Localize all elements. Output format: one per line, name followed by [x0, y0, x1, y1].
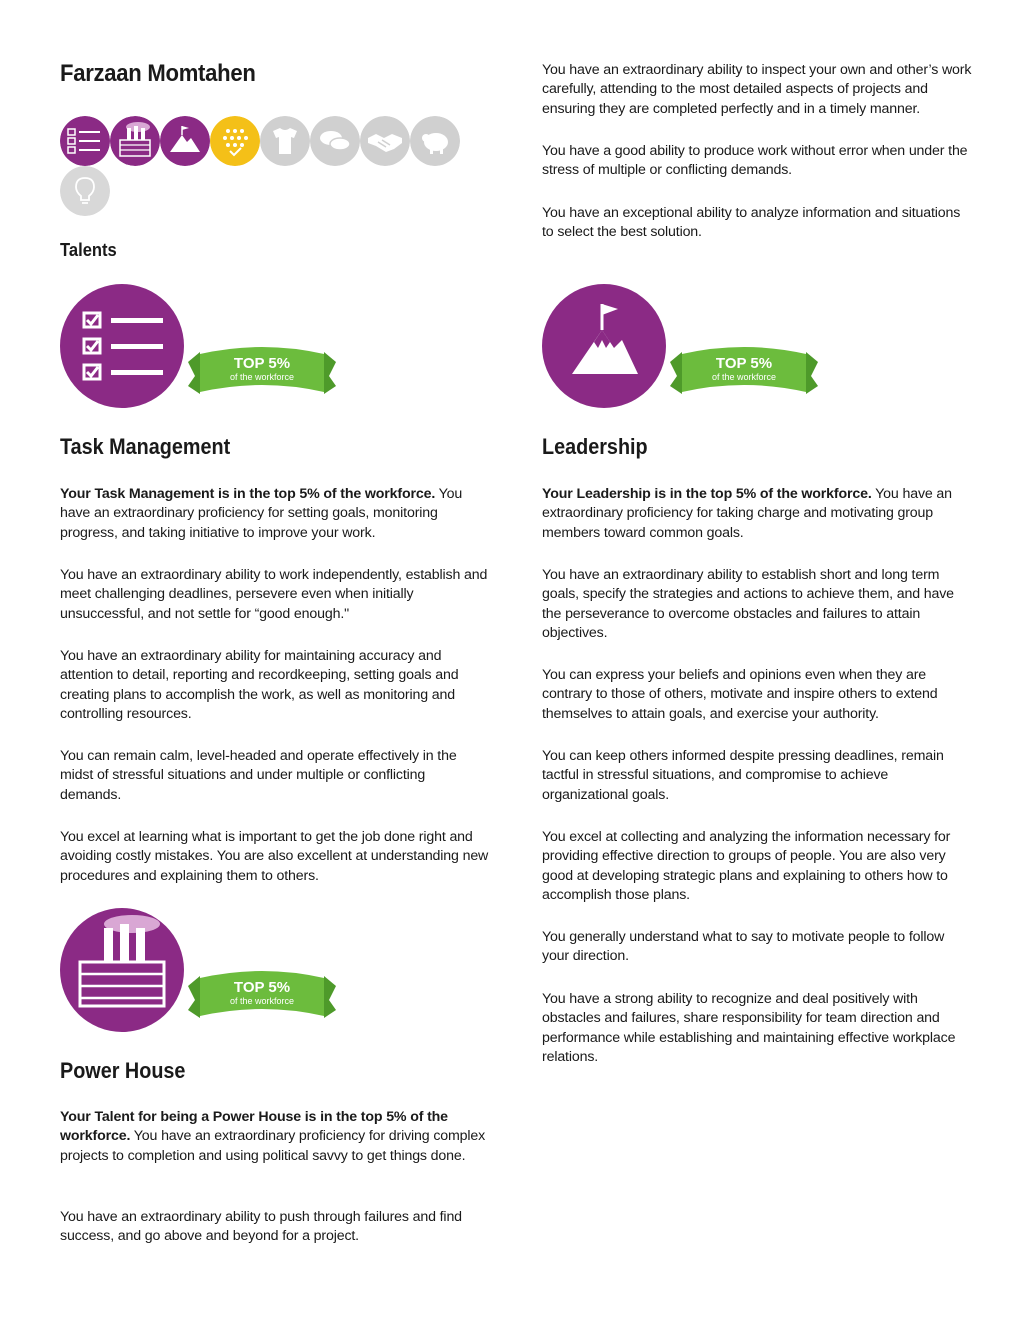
leadership-p5: You excel at collecting and analyzing the information necessary for providing effective direction to groups of people. You are also very good at developing strategic plans and explaining to others how to accomplish those plans. [542, 829, 951, 903]
ribbon-line1: TOP 5% [233, 979, 291, 996]
leadership-badge [542, 282, 832, 412]
talent-icon-strip [60, 116, 470, 216]
network-icon [210, 116, 260, 166]
top-5-ribbon [188, 347, 336, 394]
talents-heading: Talents [60, 240, 117, 260]
task-management-p3: You have an extraordinary ability for maintaining accuracy and attention to detail, reporting and recordkeeping, setting goals and creating plans to accomplish the work, as well as monitoring and controlling resources. [60, 648, 459, 722]
power-house-badge [60, 906, 350, 1036]
top-5-ribbon [670, 347, 818, 394]
shirt-icon [260, 116, 310, 166]
task-management-title: Task Management [60, 434, 231, 459]
task-management-p5: You excel at learning what is important to get the job done right and avoiding costly mistakes. You are also excellent at understanding new procedures and explaining them to others. [60, 829, 489, 884]
power-house-title: Power House [60, 1058, 186, 1083]
power-house-p1: Your Talent for being a Power House is in the top 5% of the workforce. You have an extraordinary proficiency for driving complex projects to completion and using political savvy to get things done. [60, 1109, 486, 1164]
handshake-icon [360, 116, 410, 166]
task-management-p8: You have an exceptional ability to analyze information and situations to select the best solution. [542, 205, 961, 241]
leadership-p3: You can express your beliefs and opinions even when they are contrary to those of others, motivate and inspire others to extend themselves to attain goals, and exercise your authority. [542, 667, 938, 722]
lightbulb-icon [60, 166, 110, 216]
ribbon-line1: TOP 5% [715, 355, 773, 372]
ribbon-line2: of the workforce [229, 372, 295, 382]
leadership-p1: Your Leadership is in the top 5% of the workforce. You have an extraordinary proficiency for taking charge and motivating group members toward common goals. [542, 486, 952, 541]
ribbon-line2: of the workforce [711, 372, 777, 382]
leadership-p4: You can keep others informed despite pressing deadlines, remain tactful in stressful situations, and compromise to achieve organizational goals. [542, 748, 944, 803]
factory-icon [110, 116, 160, 166]
mountain-flag-icon [160, 116, 210, 166]
ribbon-line2: of the workforce [229, 996, 295, 1006]
task-management-p6: You have an extraordinary ability to inspect your own and other’s work carefully, attending to the most detailed aspects of projects and ensuring they are completed perfectly and in a timely manner. [542, 62, 972, 117]
task-management-p7: You have a good ability to produce work without error when under the stress of multiple or conflicting demands. [542, 143, 968, 179]
power-house-p2: You have an extraordinary ability to push through failures and find success, and go above and beyond for a project. [60, 1209, 462, 1245]
checklist-icon [60, 116, 110, 166]
task-management-p1: Your Task Management is in the top 5% of the workforce. You have an extraordinary proficiency for setting goals, monitoring progress, and taking initiative to improve your work. [60, 486, 463, 541]
leadership-p2: You have an extraordinary ability to establish short and long term goals, specify the strategies and actions to achieve them, and have the perseverance to overcome obstacles and failures to attain objectives. [542, 567, 954, 641]
leadership-title: Leadership [542, 434, 648, 459]
ribbon-line1: TOP 5% [233, 355, 291, 372]
piggy-bank-icon [410, 116, 460, 166]
task-management-p2: You have an extraordinary ability to work independently, establish and meet challenging deadlines, persevere even when initially unsuccessful, and not settle for “good enough." [60, 567, 488, 622]
leadership-p6: You generally understand what to say to motivate people to follow your direction. [542, 929, 945, 965]
leadership-p7: You have a strong ability to recognize and deal positively with obstacles and failures, share responsibility for team direction and performance while establishing and maintaining effective workplace relations. [542, 991, 956, 1065]
task-management-badge [60, 282, 350, 412]
speech-bubbles-icon [310, 116, 360, 166]
person-name: Farzaan Momtahen [60, 60, 256, 87]
top-5-ribbon [188, 971, 336, 1018]
task-management-p4: You can remain calm, level-headed and operate effectively in the midst of stressful situations and under multiple or conflicting demands. [60, 748, 457, 803]
